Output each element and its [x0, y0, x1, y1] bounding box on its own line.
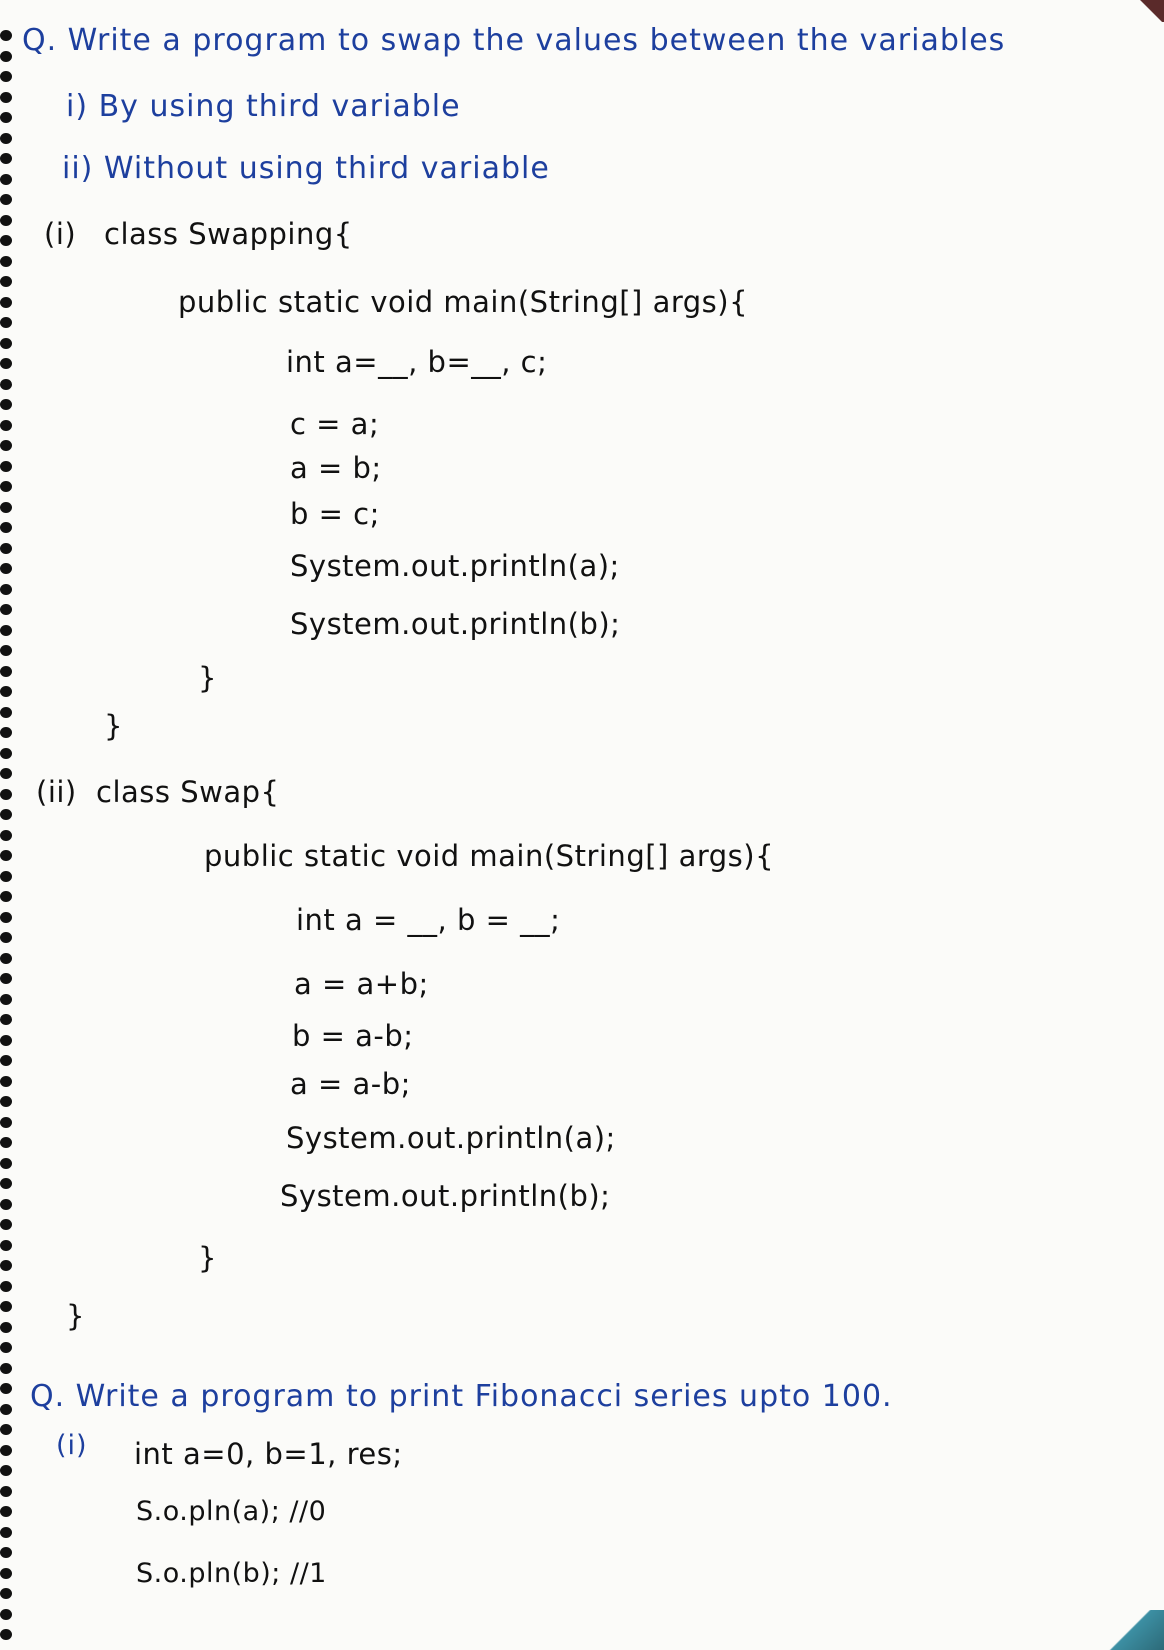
binding-hole [0, 1568, 12, 1579]
binding-hole [0, 543, 12, 554]
binding-hole [0, 1281, 12, 1292]
binding-hole [0, 256, 12, 267]
binding-hole [0, 1363, 12, 1374]
binding-hole [0, 1424, 12, 1435]
binding-hole [0, 338, 12, 349]
binding-hole [0, 30, 12, 41]
binding-hole [0, 1199, 12, 1210]
code-line: System.out.println(a); [286, 1121, 616, 1155]
code-line: public static void main(String[] args){ [204, 839, 775, 873]
binding-hole [0, 1158, 12, 1169]
page-corner-top [1134, 0, 1164, 22]
binding-hole [0, 379, 12, 390]
closing-brace: } [198, 661, 217, 695]
question-2-title: Q. Write a program to print Fibonacci series upto 100. [30, 1379, 893, 1414]
binding-hole [0, 891, 12, 902]
binding-hole [0, 358, 12, 369]
binding-hole [0, 522, 12, 533]
question-1-option-i: i) By using third variable [66, 89, 461, 124]
binding-hole [0, 666, 12, 677]
binding-hole [0, 1527, 12, 1538]
page-corner-fold [1094, 1610, 1164, 1650]
binding-hole [0, 1219, 12, 1230]
binding-hole [0, 399, 12, 410]
closing-brace: } [104, 709, 123, 743]
binding-hole [0, 1629, 12, 1640]
code-line: int a = __, b = __; [296, 903, 561, 937]
binding-hole [0, 1588, 12, 1599]
binding-hole [0, 604, 12, 615]
code-line: S.o.pln(a); //0 [136, 1496, 327, 1527]
binding-hole [0, 727, 12, 738]
code-line: int a=__, b=__, c; [286, 345, 548, 379]
binding-hole [0, 707, 12, 718]
binding-hole [0, 1609, 12, 1620]
code-line: S.o.pln(b); //1 [136, 1558, 327, 1589]
binding-hole [0, 1137, 12, 1148]
solution-2-label: (ii) [36, 775, 77, 809]
binding-hole [0, 71, 12, 82]
binding-hole [0, 1014, 12, 1025]
binding-hole [0, 1506, 12, 1517]
binding-hole [0, 994, 12, 1005]
binding-hole [0, 625, 12, 636]
binding-hole [0, 153, 12, 164]
code-line: public static void main(String[] args){ [178, 285, 749, 319]
binding-hole [0, 1342, 12, 1353]
binding-hole [0, 461, 12, 472]
code-line: b = a-b; [292, 1019, 414, 1053]
binding-hole [0, 768, 12, 779]
code-line: System.out.println(b); [280, 1179, 611, 1213]
binding-hole [0, 1260, 12, 1271]
binding-hole [0, 317, 12, 328]
binding-hole [0, 1240, 12, 1251]
binding-hole [0, 809, 12, 820]
question-1-title: Q. Write a program to swap the values between the variables [22, 23, 1006, 58]
binding-hole [0, 973, 12, 984]
binding-hole [0, 297, 12, 308]
binding-hole [0, 440, 12, 451]
code-line: c = a; [290, 407, 380, 441]
binding-hole [0, 215, 12, 226]
code-line: System.out.println(b); [290, 607, 621, 641]
code-line: class Swapping{ [104, 217, 353, 251]
binding-hole [0, 1383, 12, 1394]
binding-hole [0, 563, 12, 574]
code-line: b = c; [290, 497, 380, 531]
code-line: a = b; [290, 451, 382, 485]
binding-hole [0, 871, 12, 882]
binding-hole [0, 1486, 12, 1497]
binding-hole [0, 1076, 12, 1087]
spiral-binding [0, 30, 18, 1640]
binding-hole [0, 194, 12, 205]
binding-hole [0, 1547, 12, 1558]
closing-brace: } [66, 1299, 85, 1333]
binding-hole [0, 830, 12, 841]
code-line: int a=0, b=1, res; [134, 1437, 403, 1471]
binding-hole [0, 1404, 12, 1415]
binding-hole [0, 953, 12, 964]
binding-hole [0, 481, 12, 492]
binding-hole [0, 1117, 12, 1128]
binding-hole [0, 92, 12, 103]
binding-hole [0, 1445, 12, 1456]
binding-hole [0, 133, 12, 144]
binding-hole [0, 1035, 12, 1046]
binding-hole [0, 850, 12, 861]
binding-hole [0, 174, 12, 185]
binding-hole [0, 420, 12, 431]
binding-hole [0, 645, 12, 656]
binding-hole [0, 112, 12, 123]
binding-hole [0, 1301, 12, 1312]
binding-hole [0, 1178, 12, 1189]
binding-hole [0, 932, 12, 943]
question-1-option-ii: ii) Without using third variable [62, 151, 550, 186]
binding-hole [0, 1465, 12, 1476]
binding-hole [0, 1096, 12, 1107]
binding-hole [0, 235, 12, 246]
code-line: a = a+b; [294, 967, 429, 1001]
binding-hole [0, 1322, 12, 1333]
binding-hole [0, 686, 12, 697]
binding-hole [0, 502, 12, 513]
closing-brace: } [198, 1241, 217, 1275]
code-line: class Swap{ [96, 775, 280, 809]
binding-hole [0, 51, 12, 62]
code-line: a = a-b; [290, 1067, 411, 1101]
binding-hole [0, 789, 12, 800]
binding-hole [0, 912, 12, 923]
binding-hole [0, 1055, 12, 1066]
binding-hole [0, 276, 12, 287]
binding-hole [0, 748, 12, 759]
code-line: System.out.println(a); [290, 549, 620, 583]
question-2-label: (i) [56, 1430, 88, 1461]
solution-1-label: (i) [44, 217, 77, 251]
binding-hole [0, 584, 12, 595]
